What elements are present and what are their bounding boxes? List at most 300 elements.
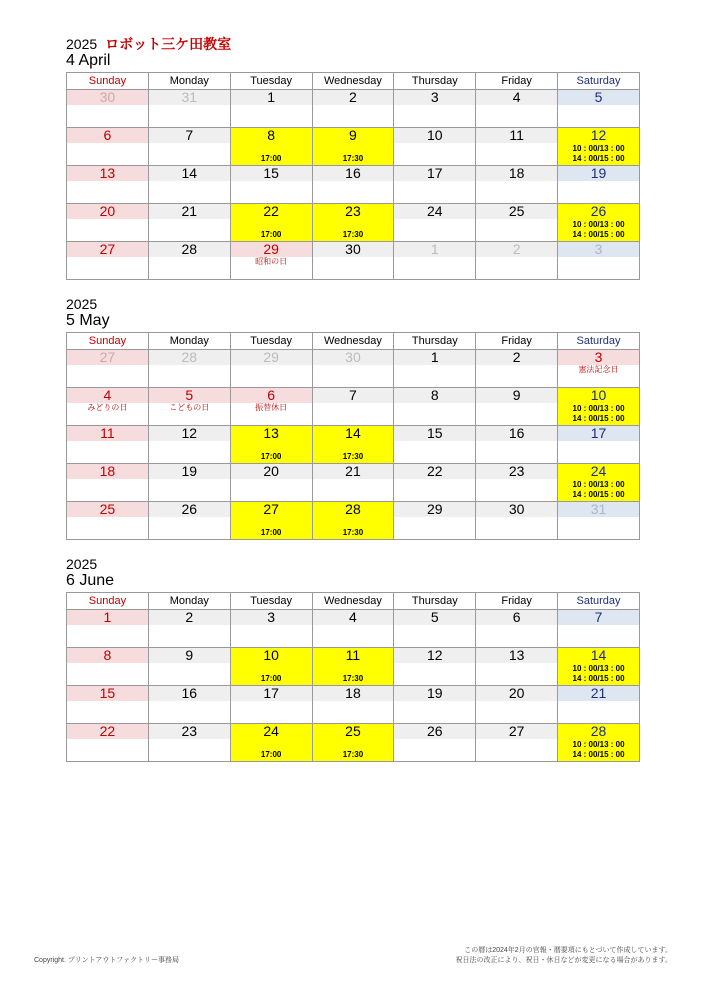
day-cell (394, 610, 476, 648)
day-number: 3 (558, 350, 639, 365)
day-number: 28 (590, 723, 607, 739)
calendar-table (66, 332, 640, 540)
weekday-header: Thursday (394, 593, 476, 610)
day-cell (67, 464, 149, 502)
day-number: 18 (67, 464, 148, 479)
day-cell (67, 686, 149, 724)
day-cell (476, 686, 558, 724)
day-number: 5 (394, 610, 475, 625)
class-day-cell (230, 204, 312, 242)
class-time: 17:30 (342, 230, 364, 239)
day-cell (312, 242, 394, 280)
day-number: 9 (349, 127, 357, 143)
day-number: 7 (558, 610, 639, 625)
class-time: 14 : 00/15 : 00 (572, 490, 625, 499)
class-times (231, 230, 312, 239)
day-number: 3 (231, 610, 312, 625)
class-time: 17:30 (342, 154, 364, 163)
day-number: 30 (313, 242, 394, 257)
week-row (67, 388, 640, 426)
day-number: 28 (149, 242, 230, 257)
class-times (558, 220, 639, 240)
day-cell (148, 610, 230, 648)
class-day-cell (558, 204, 640, 242)
class-times (558, 144, 639, 164)
weekday-header: Monday (148, 73, 230, 90)
day-cell (230, 90, 312, 128)
day-cell (558, 166, 640, 204)
day-number: 23 (345, 203, 361, 219)
day-cell (67, 128, 149, 166)
day-cell (476, 724, 558, 762)
month-title: 6 June (66, 572, 115, 589)
day-cell (148, 648, 230, 686)
day-number: 10 (394, 128, 475, 143)
day-number: 26 (590, 203, 607, 219)
weekday-header: Saturday (558, 333, 640, 350)
day-cell (67, 648, 149, 686)
class-day-cell (312, 204, 394, 242)
day-number: 2 (476, 242, 557, 257)
day-number: 29 (394, 502, 475, 517)
day-cell (476, 90, 558, 128)
day-number: 13 (67, 166, 148, 181)
day-cell (67, 204, 149, 242)
class-time: 14 : 00/15 : 00 (572, 750, 625, 759)
weekday-header: Tuesday (230, 593, 312, 610)
day-number: 12 (590, 127, 607, 143)
weekday-header: Wednesday (312, 593, 394, 610)
class-time: 14 : 00/15 : 00 (572, 674, 625, 683)
day-number: 15 (67, 686, 148, 701)
day-number: 7 (149, 128, 230, 143)
weekday-header-row (67, 333, 640, 350)
day-number: 31 (149, 90, 230, 105)
day-cell (230, 166, 312, 204)
day-number: 6 (231, 388, 312, 403)
day-number: 21 (313, 464, 394, 479)
day-number: 19 (558, 166, 639, 181)
day-cell (558, 90, 640, 128)
day-number: 21 (149, 204, 230, 219)
day-number: 24 (263, 723, 279, 739)
weekday-header-row (67, 73, 640, 90)
day-cell (230, 350, 312, 388)
day-number: 2 (149, 610, 230, 625)
day-number: 4 (67, 388, 148, 403)
day-number: 5 (558, 90, 639, 105)
day-number: 17 (231, 686, 312, 701)
day-number: 5 (149, 388, 230, 403)
day-number: 26 (149, 502, 230, 517)
day-number: 11 (476, 128, 557, 143)
day-number: 9 (476, 388, 557, 403)
class-time: 10 : 00/13 : 00 (572, 144, 625, 153)
day-cell (230, 610, 312, 648)
day-cell (394, 464, 476, 502)
day-cell (148, 426, 230, 464)
class-time: 10 : 00/13 : 00 (572, 404, 625, 413)
day-cell (394, 388, 476, 426)
day-number: 16 (313, 166, 394, 181)
class-times (558, 480, 639, 500)
day-cell (230, 388, 312, 426)
week-row (67, 204, 640, 242)
week-row (67, 90, 640, 128)
day-number: 31 (558, 502, 639, 517)
week-row (67, 648, 640, 686)
day-number: 1 (394, 350, 475, 365)
year-label: 2025 (66, 296, 98, 312)
week-row (67, 724, 640, 762)
day-cell (476, 388, 558, 426)
day-number: 4 (313, 610, 394, 625)
day-number: 25 (476, 204, 557, 219)
month-block (66, 296, 640, 540)
day-number: 3 (558, 242, 639, 257)
year-line (66, 296, 640, 312)
day-number: 29 (231, 350, 312, 365)
class-times (313, 528, 394, 537)
day-cell (312, 388, 394, 426)
weekday-header: Sunday (67, 333, 149, 350)
class-time: 17:00 (260, 674, 282, 683)
weekday-header: Tuesday (230, 73, 312, 90)
class-times (313, 674, 394, 683)
class-time: 17:00 (260, 154, 282, 163)
day-cell (230, 464, 312, 502)
day-cell (148, 166, 230, 204)
day-cell (67, 724, 149, 762)
day-cell (148, 128, 230, 166)
class-time: 14 : 00/15 : 00 (572, 154, 625, 163)
day-number: 18 (476, 166, 557, 181)
class-day-cell (558, 388, 640, 426)
class-time: 10 : 00/13 : 00 (572, 664, 625, 673)
day-number: 8 (394, 388, 475, 403)
year-line (66, 556, 640, 572)
day-number: 23 (476, 464, 557, 479)
day-cell (67, 610, 149, 648)
weekday-header: Thursday (394, 73, 476, 90)
month-title: 5 May (66, 312, 110, 329)
class-times (313, 154, 394, 163)
day-number: 1 (231, 90, 312, 105)
day-number: 4 (476, 90, 557, 105)
day-number: 7 (313, 388, 394, 403)
day-number: 23 (149, 724, 230, 739)
day-cell (558, 242, 640, 280)
day-cell (230, 242, 312, 280)
day-cell (312, 90, 394, 128)
day-cell (148, 464, 230, 502)
holiday-name: 振替休日 (255, 403, 288, 412)
year-label: 2025 (66, 556, 98, 572)
class-time: 14 : 00/15 : 00 (572, 230, 625, 239)
day-number: 1 (394, 242, 475, 257)
day-cell (394, 502, 476, 540)
day-cell (148, 204, 230, 242)
class-times (231, 154, 312, 163)
day-cell (476, 166, 558, 204)
holiday-name: みどりの日 (87, 403, 128, 412)
day-cell (312, 610, 394, 648)
class-time: 17:00 (260, 230, 282, 239)
day-number: 27 (263, 501, 279, 517)
week-row (67, 166, 640, 204)
day-cell (394, 242, 476, 280)
weekday-header: Monday (148, 333, 230, 350)
day-number: 24 (590, 463, 607, 479)
day-cell (312, 464, 394, 502)
class-times (558, 404, 639, 424)
class-day-cell (230, 724, 312, 762)
calendar-table (66, 72, 640, 280)
day-cell (148, 242, 230, 280)
day-cell (394, 204, 476, 242)
class-time: 17:00 (260, 750, 282, 759)
weekday-header: Friday (476, 593, 558, 610)
day-cell (476, 426, 558, 464)
holiday-name: こどもの日 (169, 403, 210, 412)
day-number: 3 (394, 90, 475, 105)
week-row (67, 426, 640, 464)
day-number: 20 (67, 204, 148, 219)
day-cell (148, 350, 230, 388)
class-day-cell (230, 426, 312, 464)
day-number: 20 (476, 686, 557, 701)
week-row (67, 502, 640, 540)
class-day-cell (312, 426, 394, 464)
day-number: 28 (345, 501, 361, 517)
day-cell (476, 204, 558, 242)
year-label: 2025 (66, 36, 98, 52)
day-number: 17 (394, 166, 475, 181)
day-cell (558, 610, 640, 648)
class-time: 10 : 00/13 : 00 (572, 740, 625, 749)
day-cell (558, 350, 640, 388)
weekday-header: Wednesday (312, 333, 394, 350)
day-cell (67, 90, 149, 128)
week-row (67, 350, 640, 388)
class-time: 10 : 00/13 : 00 (572, 220, 625, 229)
day-cell (558, 686, 640, 724)
class-time: 17:30 (342, 674, 364, 683)
day-number: 16 (476, 426, 557, 441)
week-row (67, 464, 640, 502)
class-day-cell (312, 648, 394, 686)
day-number: 30 (67, 90, 148, 105)
week-row (67, 686, 640, 724)
month-block (66, 36, 640, 280)
holiday-name: 昭和の日 (255, 257, 288, 266)
day-number: 19 (149, 464, 230, 479)
day-number: 2 (313, 90, 394, 105)
week-row (67, 242, 640, 280)
weekday-header: Tuesday (230, 333, 312, 350)
weekday-header: Friday (476, 73, 558, 90)
class-day-cell (312, 724, 394, 762)
class-day-cell (230, 128, 312, 166)
day-number: 25 (345, 723, 361, 739)
class-times (558, 740, 639, 760)
day-number: 11 (345, 647, 361, 663)
class-times (231, 750, 312, 759)
year-line (66, 36, 640, 52)
day-cell (312, 350, 394, 388)
month-block (66, 556, 640, 762)
day-cell (476, 464, 558, 502)
class-day-cell (558, 128, 640, 166)
class-times (558, 664, 639, 684)
day-cell (312, 686, 394, 724)
calendar-table (66, 592, 640, 762)
weekday-header: Saturday (558, 593, 640, 610)
day-number: 12 (394, 648, 475, 663)
class-day-cell (558, 648, 640, 686)
day-cell (67, 426, 149, 464)
class-time: 10 : 00/13 : 00 (572, 480, 625, 489)
class-day-cell (230, 648, 312, 686)
class-times (231, 452, 312, 461)
class-time: 17:00 (260, 528, 282, 537)
day-number: 6 (476, 610, 557, 625)
day-number: 19 (394, 686, 475, 701)
day-number: 8 (67, 648, 148, 663)
day-number: 10 (590, 387, 607, 403)
day-number: 25 (67, 502, 148, 517)
footer-note (456, 946, 672, 966)
day-number: 29 (231, 242, 312, 257)
day-cell (67, 350, 149, 388)
class-day-cell (558, 724, 640, 762)
day-cell (148, 388, 230, 426)
day-number: 26 (394, 724, 475, 739)
day-cell (230, 686, 312, 724)
day-number: 18 (313, 686, 394, 701)
day-cell (148, 90, 230, 128)
day-cell (394, 686, 476, 724)
day-number: 24 (394, 204, 475, 219)
day-cell (394, 350, 476, 388)
holiday-name: 憲法記念日 (578, 365, 619, 374)
day-cell (476, 242, 558, 280)
class-time: 14 : 00/15 : 00 (572, 414, 625, 423)
day-cell (394, 426, 476, 464)
class-times (313, 750, 394, 759)
weekday-header: Thursday (394, 333, 476, 350)
class-time: 17:00 (260, 452, 282, 461)
day-cell (558, 426, 640, 464)
class-day-cell (312, 128, 394, 166)
day-number: 22 (67, 724, 148, 739)
day-cell (312, 166, 394, 204)
class-times (231, 674, 312, 683)
day-cell (476, 648, 558, 686)
day-cell (558, 502, 640, 540)
weekday-header: Saturday (558, 73, 640, 90)
day-number: 30 (313, 350, 394, 365)
day-number: 30 (476, 502, 557, 517)
day-number: 12 (149, 426, 230, 441)
day-number: 28 (149, 350, 230, 365)
day-cell (67, 242, 149, 280)
class-times (231, 528, 312, 537)
day-number: 10 (263, 647, 279, 663)
day-number: 14 (345, 425, 361, 441)
day-number: 2 (476, 350, 557, 365)
day-number: 15 (231, 166, 312, 181)
weekday-header: Monday (148, 593, 230, 610)
day-cell (148, 724, 230, 762)
day-cell (67, 388, 149, 426)
month-title: 4 April (66, 52, 111, 69)
weekday-header-row (67, 593, 640, 610)
day-number: 27 (67, 350, 148, 365)
day-cell (476, 502, 558, 540)
day-cell (394, 128, 476, 166)
day-number: 13 (476, 648, 557, 663)
day-number: 1 (67, 610, 148, 625)
day-number: 22 (394, 464, 475, 479)
day-number: 15 (394, 426, 475, 441)
day-number: 13 (263, 425, 279, 441)
weekday-header: Friday (476, 333, 558, 350)
class-times (313, 230, 394, 239)
day-number: 21 (558, 686, 639, 701)
class-time: 17:30 (342, 528, 364, 537)
class-time: 17:30 (342, 452, 364, 461)
day-cell (148, 686, 230, 724)
day-number: 22 (263, 203, 279, 219)
class-day-cell (230, 502, 312, 540)
day-number: 6 (67, 128, 148, 143)
week-row (67, 128, 640, 166)
day-number: 9 (149, 648, 230, 663)
day-number: 20 (231, 464, 312, 479)
day-number: 27 (67, 242, 148, 257)
day-number: 8 (267, 127, 275, 143)
week-row (67, 610, 640, 648)
day-cell (67, 502, 149, 540)
day-cell (67, 166, 149, 204)
day-cell (476, 610, 558, 648)
weekday-header: Wednesday (312, 73, 394, 90)
day-cell (394, 724, 476, 762)
school-name: ロボット三ケ田教室 (105, 36, 232, 52)
day-cell (476, 128, 558, 166)
day-number: 17 (558, 426, 639, 441)
footer-note-line-2: 祝日法の改正により、祝日・休日などが変更になる場合があります。 (455, 957, 672, 964)
day-cell (394, 648, 476, 686)
day-number: 27 (476, 724, 557, 739)
class-times (313, 452, 394, 461)
weekday-header: Sunday (67, 593, 149, 610)
class-day-cell (558, 464, 640, 502)
day-cell (394, 166, 476, 204)
day-cell (148, 502, 230, 540)
day-number: 16 (149, 686, 230, 701)
day-cell (394, 90, 476, 128)
class-time: 17:30 (342, 750, 364, 759)
class-day-cell (312, 502, 394, 540)
footer-note-line-1: この暦は2024年2月の官報・暦要項にもとづいて作成しています。 (464, 947, 672, 954)
day-number: 11 (67, 426, 148, 441)
copyright-text: Copyright. プリントアウトファクトリー事務局 (34, 957, 180, 964)
day-number: 14 (590, 647, 607, 663)
day-number: 14 (149, 166, 230, 181)
weekday-header: Sunday (67, 73, 149, 90)
